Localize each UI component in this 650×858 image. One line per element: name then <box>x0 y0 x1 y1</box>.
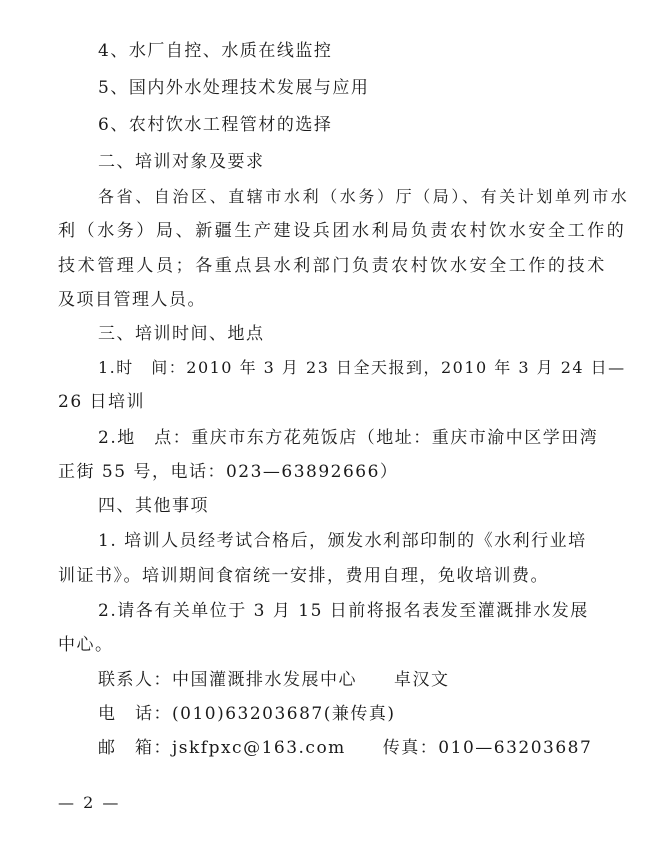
list-item-water-plant-control: 4、水厂自控、水质在线监控 <box>98 41 333 61</box>
other-item-line: 中心。 <box>58 635 114 655</box>
other-item-line: 2.请各有关单位于 3 月 15 日前将报名表发至灌溉排水发展 <box>98 601 589 621</box>
training-place-line: 正街 55 号，电话：023—63892666） <box>58 462 399 482</box>
section-heading-other: 四、其他事项 <box>98 496 209 516</box>
contact-email-fax: 邮 箱：jskfpxc@163.com 传真：010—63203687 <box>98 738 593 758</box>
training-time-line: 26 日培训 <box>58 392 146 412</box>
other-item-line: 训证书》。培训期间食宿统一安排，费用自理，免收培训费。 <box>58 566 549 586</box>
paragraph-line: 各省、自治区、直辖市水利（水务）厅（局）、有关计划单列市水 <box>98 187 630 206</box>
list-item-water-treatment-tech: 5、国内外水处理技术发展与应用 <box>98 78 370 98</box>
page-number: — 2 — <box>58 793 121 812</box>
section-heading-time-place: 三、培训时间、地点 <box>98 324 265 344</box>
training-time-line: 1.时 间：2010 年 3 月 23 日全天报到，2010 年 3 月 24 日— <box>98 358 626 377</box>
other-item-line: 1. 培训人员经考试合格后，颁发水利部印制的《水利行业培 <box>98 531 587 551</box>
paragraph-line: 利（水务）局、新疆生产建设兵团水利局负责农村饮水安全工作的 <box>58 221 627 241</box>
paragraph-line: 技术管理人员；各重点县水利部门负责农村饮水安全工作的技术 <box>58 256 607 276</box>
list-item-pipe-selection: 6、农村饮水工程管材的选择 <box>98 115 333 135</box>
contact-person: 联系人：中国灌溉排水发展中心 卓汉文 <box>98 670 450 690</box>
section-heading-trainees: 二、培训对象及要求 <box>98 152 265 172</box>
contact-phone: 电 话：(010)63203687(兼传真) <box>98 704 396 724</box>
paragraph-line: 及项目管理人员。 <box>58 290 206 310</box>
training-place-line: 2.地 点：重庆市东方花苑饭店（地址：重庆市渝中区学田湾 <box>98 428 599 448</box>
